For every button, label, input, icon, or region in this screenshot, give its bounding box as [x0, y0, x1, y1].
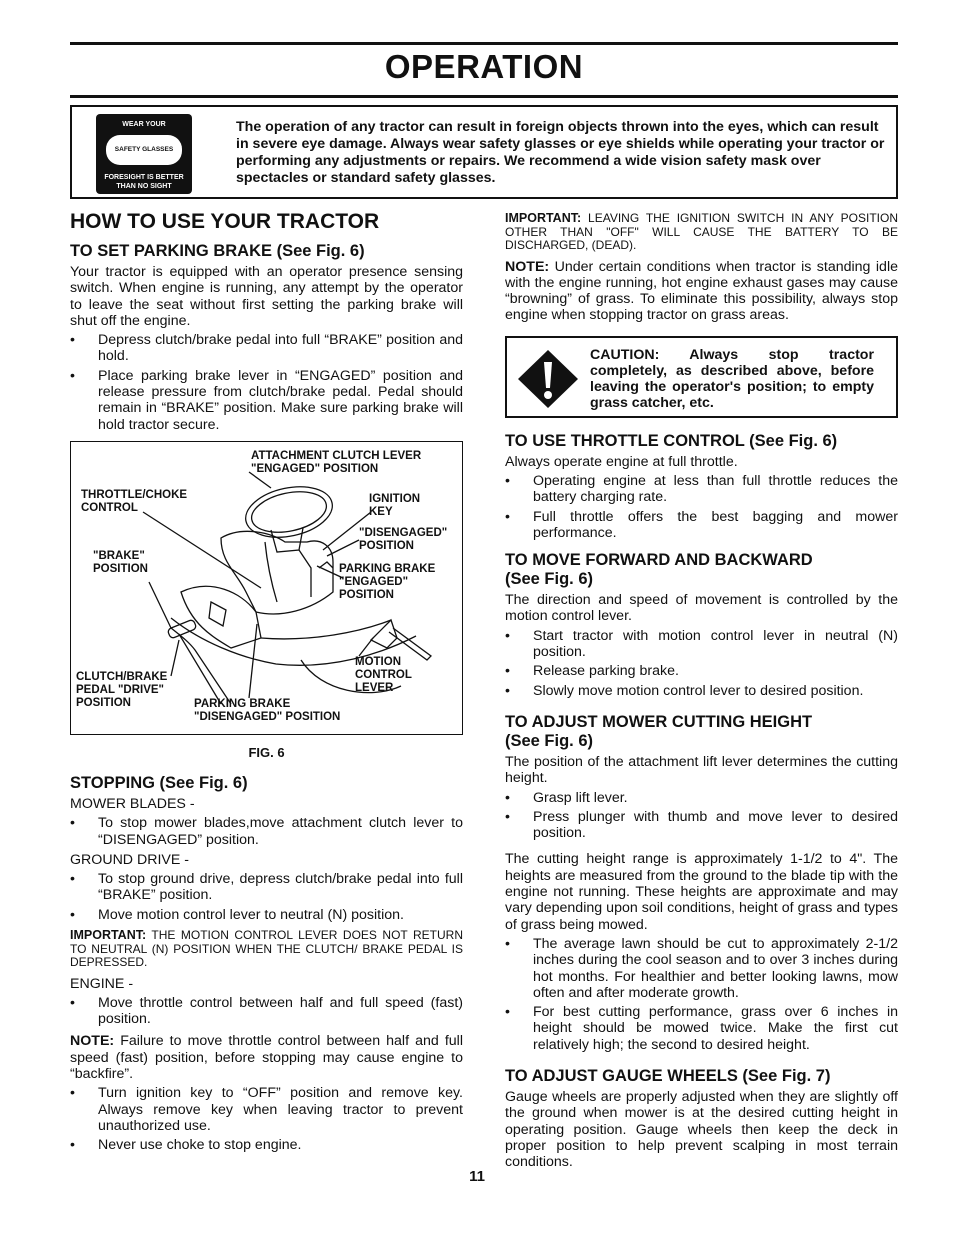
- label-attachment-clutch-lever: ATTACHMENT CLUTCH LEVER "ENGAGED" POSITION: [251, 449, 422, 475]
- badge-bottom-text: FORESIGHT IS BETTER THAN NO SIGHT: [104, 174, 184, 190]
- list-item: • Place parking brake lever in “ENGAGED” position and release pressure from clutch/brake pedal. Pedal should remain in “BRAKE” position. Make sure parking brake will hold tractor secure.: [70, 367, 463, 433]
- list-item: • Never use choke to stop engine.: [70, 1137, 302, 1154]
- parking-brake-list: [70, 332, 463, 433]
- header-top-rule: [70, 42, 898, 45]
- safety-glasses-icon: [96, 114, 192, 194]
- list-item: • Press plunger with thumb and move lever to desired position.: [505, 808, 898, 842]
- label-ignition-key: IGNITION KEY: [369, 492, 421, 518]
- figure-caption: FIG. 6: [248, 744, 285, 760]
- throttle-list: [505, 473, 898, 541]
- page-title: OPERATION: [384, 48, 584, 85]
- list-item: • To stop ground drive, depress clutch/brake pedal into full “BRAKE” position.: [70, 871, 463, 904]
- ignition-list: [70, 1085, 463, 1153]
- right-column: [505, 212, 898, 1170]
- engine-label: ENGINE -: [70, 975, 134, 992]
- list-item: • Operating engine at less than full throttle reduces the battery charging rate.: [505, 472, 898, 506]
- header-bottom-rule: [70, 95, 898, 98]
- throttle-intro: Always operate engine at full throttle.: [505, 453, 738, 470]
- stopping-heading: STOPPING (See Fig. 6): [70, 773, 248, 792]
- ground-drive-list: [70, 871, 463, 923]
- label-motion-control-lever: MOTION CONTROL LEVER: [355, 655, 412, 694]
- list-item: • Move motion control lever to neutral (N) position.: [70, 906, 404, 923]
- gauge-wheels-heading: TO ADJUST GAUGE WHEELS (See Fig. 7): [505, 1067, 831, 1085]
- label-disengaged-position: "DISENGAGED" POSITION: [359, 526, 448, 552]
- mower-blades-list: [70, 815, 463, 848]
- forward-backward-heading: TO MOVE FORWARD AND BACKWARD (See Fig. 6): [505, 551, 813, 589]
- ground-drive-label: GROUND DRIVE -: [70, 851, 190, 868]
- list-item: • To stop mower blades,move attachment clutch lever to “DISENGAGED” position.: [70, 815, 463, 848]
- list-item: • Start tractor with motion control lever in neutral (N) position.: [505, 627, 898, 661]
- safety-warning-box: [70, 105, 898, 199]
- caution-text: CAUTION: Always stop tractor completely, as described above, before leaving the operator's position; to empty grass catcher, etc.: [590, 346, 874, 411]
- label-brake-position: "BRAKE" POSITION: [93, 549, 148, 575]
- mower-blades-label: MOWER BLADES -: [70, 795, 195, 812]
- left-column: [70, 208, 463, 1154]
- parking-brake-intro: Your tractor is equipped with an operator presence sensing switch. When engine is running, any attempt by the operator to leave the seat without first setting the parking brake will shut off the engine.: [70, 264, 463, 329]
- forward-list: [505, 628, 898, 699]
- parking-brake-heading: TO SET PARKING BRAKE (See Fig. 6): [70, 242, 365, 260]
- note-browning: NOTE: Under certain conditions when tractor is standing idle with the engine running, hot engine exhaust gases may cause “browning” of grass. To eliminate this possibility, always stop engine when stopping tractor on grass areas.: [505, 258, 898, 324]
- list-item: • For best cutting performance, grass over 6 inches in height should be mowed twice. Make the first cut relatively high; the second to desired height.: [505, 1004, 898, 1053]
- list-item: • Depress clutch/brake pedal into full “BRAKE” position and hold.: [70, 332, 463, 365]
- throttle-heading: TO USE THROTTLE CONTROL (See Fig. 6): [505, 431, 838, 450]
- label-clutch-brake-pedal: CLUTCH/BRAKE PEDAL "DRIVE" POSITION: [76, 670, 168, 709]
- safety-warning-text: The operation of any tractor can result in foreign objects thrown into the eyes, which can result in severe eye damage. Always wear safety glasses or eye shields while operating your tractor or performing any adjustments or repairs. We recommend a wide vision safety mask over spectacles or standard safety glasses.: [236, 119, 885, 186]
- list-item: • Release parking brake.: [505, 663, 679, 680]
- list-item: • Slowly move motion control lever to desired position.: [505, 682, 864, 699]
- list-item: • Full throttle offers the best bagging and mower performance.: [505, 508, 898, 541]
- note-backfire: NOTE: Failure to move throttle control between half and full speed (fast) position, before stopping may cause engine to “backfire”.: [70, 1033, 463, 1083]
- lawn-advice-list: [505, 936, 898, 1053]
- list-item: • Grasp lift lever.: [505, 789, 628, 806]
- gauge-wheels-text: Gauge wheels are properly adjusted when they are slightly off the ground when mower is at the desired cutting height in operating position. Gauge wheels then keep the deck in proper position to help prevent scalping in most terrain conditions.: [505, 1089, 898, 1171]
- section-title: HOW TO USE YOUR TRACTOR: [70, 210, 380, 233]
- label-parking-brake-engaged: PARKING BRAKE "ENGAGED" POSITION: [339, 562, 436, 601]
- cutting-list: [505, 790, 898, 842]
- forward-intro: The direction and speed of movement is controlled by the motion control lever.: [505, 592, 898, 625]
- label-throttle-choke: THROTTLE/CHOKE CONTROL: [81, 488, 188, 514]
- cutting-height-heading: TO ADJUST MOWER CUTTING HEIGHT (See Fig. 6): [505, 712, 813, 750]
- caution-box: [505, 336, 898, 418]
- important-ignition: IMPORTANT: LEAVING THE IGNITION SWITCH IN ANY POSITION OTHER THAN "OFF" WILL CAUSE THE BATTERY TO BE DISCHARGED, (DEAD).: [505, 211, 898, 252]
- list-item: • The average lawn should be cut to approximately 2-1/2 inches during the cool season and to over 3 inches during hot months. For healthier and better looking lawns, mow often and after moderate growth.: [505, 935, 898, 1001]
- list-item: • Move throttle control between half and full speed (fast) position.: [70, 994, 463, 1028]
- warning-triangle-icon: [517, 348, 579, 410]
- important-motion-lever: IMPORTANT: THE MOTION CONTROL LEVER DOES NOT RETURN TO NEUTRAL (N) POSITION WHEN THE CLUTCH/ BRAKE PEDAL IS DEPRESSED.: [70, 928, 463, 970]
- figure-6: [70, 441, 463, 735]
- engine-list: [70, 995, 463, 1028]
- cutting-intro: The position of the attachment lift lever determines the cutting height.: [505, 753, 898, 787]
- page-number: 11: [469, 1168, 485, 1185]
- list-item: • Turn ignition key to “OFF” position and remove key. Always remove key when leaving tractor to prevent unauthorized use.: [70, 1085, 463, 1134]
- cutting-range-paragraph: The cutting height range is approximately 1-1/2 to 4". The heights are measured from the ground to the blade tip with the engine not running. These heights are approximate and may vary depending upon soil conditions, height of grass and types of grass being mowed.: [505, 851, 898, 933]
- goggles-shape: SAFETY GLASSES: [106, 135, 182, 165]
- label-parking-brake-disengaged: PARKING BRAKE "DISENGAGED" POSITION: [194, 697, 341, 723]
- badge-top-text: WEAR YOUR: [122, 121, 166, 128]
